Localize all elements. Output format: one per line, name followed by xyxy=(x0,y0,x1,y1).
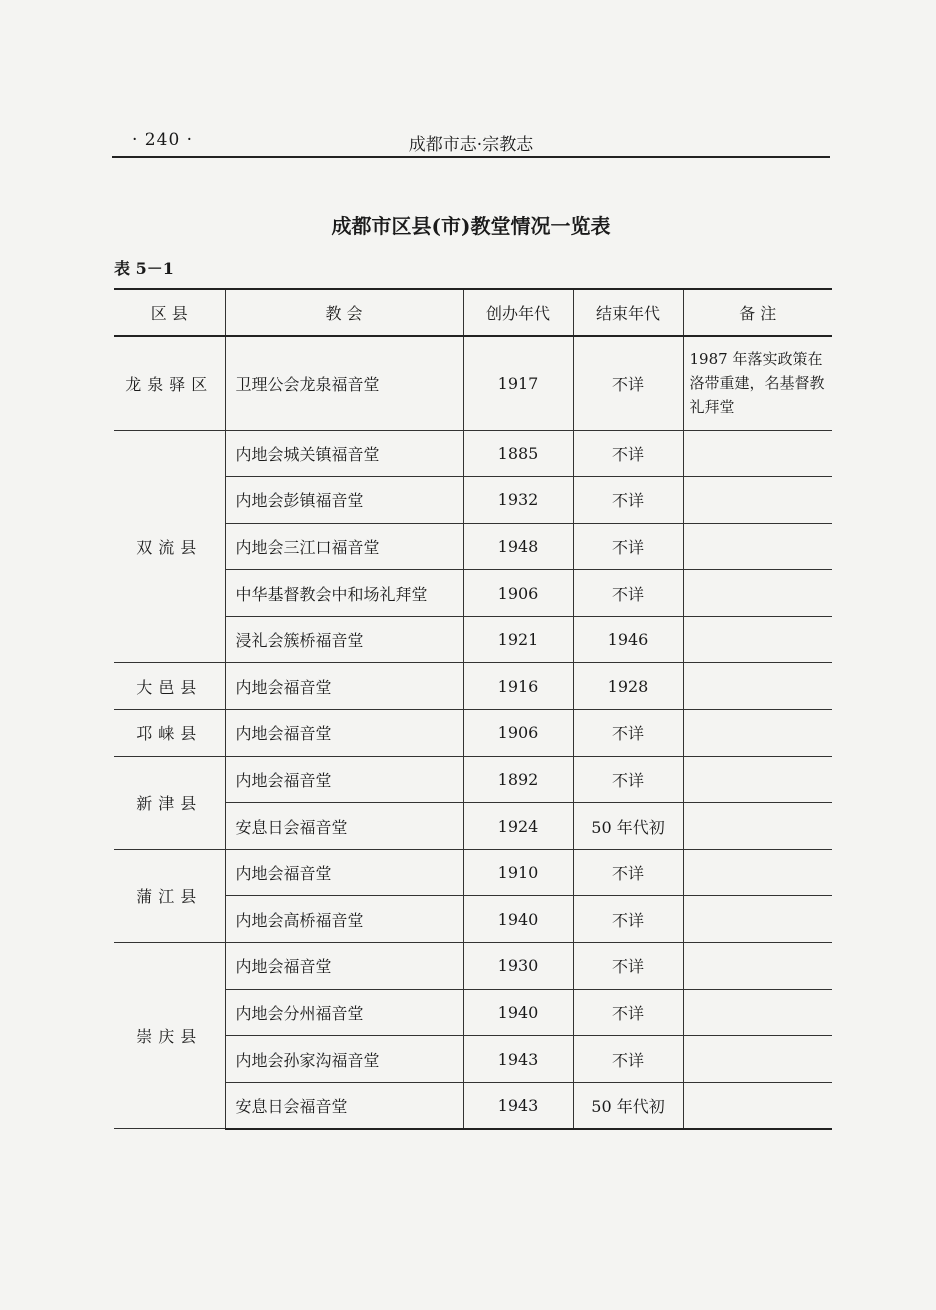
church-cell: 安息日会福音堂 xyxy=(225,1082,463,1129)
end-year-cell: 不详 xyxy=(573,943,683,990)
end-year-cell: 不详 xyxy=(573,523,683,570)
start-year-cell: 1885 xyxy=(463,430,573,477)
running-head xyxy=(112,126,830,158)
churches-table xyxy=(114,288,832,1130)
county-cell: 新津县 xyxy=(114,756,225,849)
end-year-cell: 不详 xyxy=(573,430,683,477)
church-cell: 内地会福音堂 xyxy=(225,663,463,710)
start-year-cell: 1917 xyxy=(463,336,573,430)
start-year-cell: 1943 xyxy=(463,1082,573,1129)
church-cell: 内地会城关镇福音堂 xyxy=(225,430,463,477)
table-header-row xyxy=(114,289,832,336)
column-header-church: 教 会 xyxy=(225,289,463,336)
table-row xyxy=(114,849,832,896)
table-title: 成都市区县(市)教堂情况一览表 xyxy=(331,214,611,238)
end-year-cell: 50 年代初 xyxy=(573,1082,683,1129)
start-year-cell: 1943 xyxy=(463,1036,573,1083)
table-number: 表 5－1 xyxy=(114,259,174,278)
county-cell: 龙泉驿区 xyxy=(114,336,225,430)
start-year-cell: 1910 xyxy=(463,849,573,896)
note-cell xyxy=(683,663,832,710)
table-row xyxy=(114,336,832,430)
end-year-cell: 1928 xyxy=(573,663,683,710)
end-year-cell: 不详 xyxy=(573,710,683,757)
start-year-cell: 1924 xyxy=(463,803,573,850)
county-cell: 邛崃县 xyxy=(114,710,225,757)
table-row xyxy=(114,756,832,803)
church-cell: 安息日会福音堂 xyxy=(225,803,463,850)
column-header-end-year: 结束年代 xyxy=(573,289,683,336)
note-cell xyxy=(683,849,832,896)
county-cell: 蒲江县 xyxy=(114,849,225,942)
church-cell: 内地会福音堂 xyxy=(225,756,463,803)
end-year-cell: 不详 xyxy=(573,896,683,943)
table-row xyxy=(114,710,832,757)
start-year-cell: 1906 xyxy=(463,710,573,757)
note-cell: 1987 年落实政策在洛带重建，名基督教礼拜堂 xyxy=(683,336,832,430)
end-year-cell: 不详 xyxy=(573,756,683,803)
end-year-cell: 不详 xyxy=(573,477,683,524)
note-cell xyxy=(683,710,832,757)
start-year-cell: 1940 xyxy=(463,989,573,1036)
note-cell xyxy=(683,477,832,524)
start-year-cell: 1948 xyxy=(463,523,573,570)
church-cell: 内地会分州福音堂 xyxy=(225,989,463,1036)
end-year-cell: 不详 xyxy=(573,849,683,896)
church-cell: 卫理公会龙泉福音堂 xyxy=(225,336,463,430)
book-title: 成都市志·宗教志 xyxy=(408,135,534,155)
column-header-notes: 备 注 xyxy=(683,289,832,336)
church-cell: 内地会福音堂 xyxy=(225,943,463,990)
end-year-cell: 不详 xyxy=(573,570,683,617)
column-header-county: 区 县 xyxy=(114,289,225,336)
start-year-cell: 1930 xyxy=(463,943,573,990)
church-cell: 内地会彭镇福音堂 xyxy=(225,477,463,524)
table-row xyxy=(114,430,832,477)
end-year-cell: 不详 xyxy=(573,1036,683,1083)
note-cell xyxy=(683,896,832,943)
church-cell: 内地会福音堂 xyxy=(225,710,463,757)
note-cell xyxy=(683,1082,832,1129)
note-cell xyxy=(683,430,832,477)
church-cell: 内地会三江口福音堂 xyxy=(225,523,463,570)
start-year-cell: 1916 xyxy=(463,663,573,710)
church-cell: 内地会孙家沟福音堂 xyxy=(225,1036,463,1083)
start-year-cell: 1940 xyxy=(463,896,573,943)
church-cell: 内地会福音堂 xyxy=(225,849,463,896)
note-cell xyxy=(683,803,832,850)
end-year-cell: 1946 xyxy=(573,616,683,663)
church-cell: 中华基督教会中和场礼拜堂 xyxy=(225,570,463,617)
end-year-cell: 不详 xyxy=(573,989,683,1036)
end-year-cell: 不详 xyxy=(573,336,683,430)
county-cell: 大邑县 xyxy=(114,663,225,710)
note-cell xyxy=(683,523,832,570)
church-cell: 浸礼会簇桥福音堂 xyxy=(225,616,463,663)
start-year-cell: 1906 xyxy=(463,570,573,617)
county-cell: 双流县 xyxy=(114,430,225,663)
start-year-cell: 1892 xyxy=(463,756,573,803)
column-header-start-year: 创办年代 xyxy=(463,289,573,336)
church-cell: 内地会高桥福音堂 xyxy=(225,896,463,943)
table-row xyxy=(114,663,832,710)
note-cell xyxy=(683,756,832,803)
table-row xyxy=(114,943,832,990)
start-year-cell: 1921 xyxy=(463,616,573,663)
start-year-cell: 1932 xyxy=(463,477,573,524)
end-year-cell: 50 年代初 xyxy=(573,803,683,850)
note-cell xyxy=(683,1036,832,1083)
county-cell: 崇庆县 xyxy=(114,943,225,1129)
note-cell xyxy=(683,943,832,990)
note-cell xyxy=(683,989,832,1036)
page-number: · 240 · xyxy=(132,130,194,150)
note-cell xyxy=(683,570,832,617)
note-cell xyxy=(683,616,832,663)
table-body xyxy=(114,336,832,1129)
